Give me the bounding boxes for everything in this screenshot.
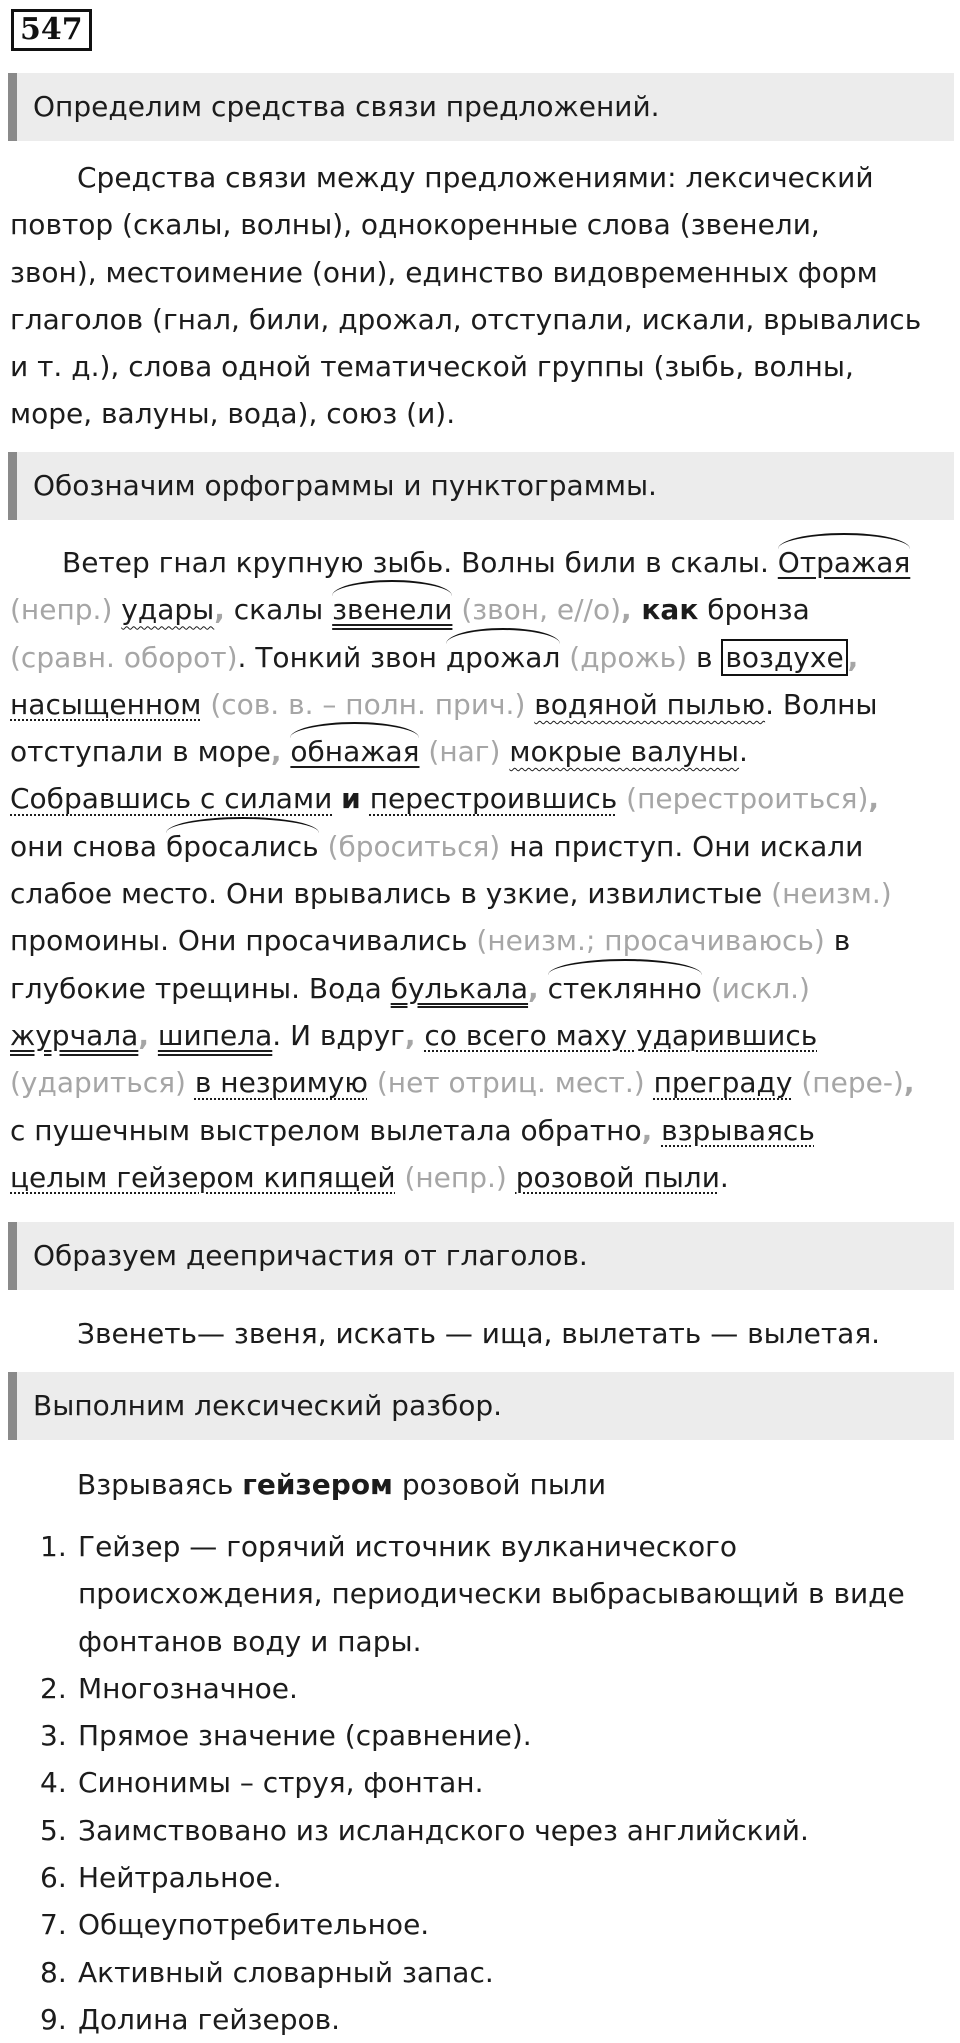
participle-word: Отражая <box>778 539 911 586</box>
participle-word: обнажая <box>290 728 419 775</box>
text-line <box>10 728 950 775</box>
text-line <box>10 1012 950 1059</box>
analysis-paragraph <box>10 539 950 1201</box>
grey-note: (броситься) <box>327 829 501 863</box>
conjunction-word: и <box>341 782 361 816</box>
predicate-word: звенели <box>332 586 452 633</box>
list-number: 1. <box>40 1530 67 1563</box>
list-number: 9. <box>40 2002 67 2036</box>
list-text-line: Синонимы – струя, фонтан. <box>78 1766 484 1800</box>
text-line: море, валуны, вода), союз (и). <box>10 397 456 431</box>
predicate-word: журчала <box>10 1018 139 1052</box>
text-line <box>10 823 950 870</box>
text-line <box>10 681 950 728</box>
text-line <box>10 586 950 633</box>
predicate-word: булькала <box>390 971 529 1005</box>
text-run: . <box>719 1160 729 1194</box>
text-run <box>500 735 509 768</box>
list-text-line: Долина гейзеров. <box>78 2002 341 2036</box>
grey-note: (искл.) <box>710 971 810 1005</box>
participle-phrase: преграду <box>653 1066 793 1100</box>
grey-note: (перестроиться) <box>626 782 869 816</box>
grey-note: (наг) <box>428 735 501 769</box>
participle-phrase: Собравшись с силами <box>10 782 333 816</box>
list-number: 6. <box>40 1861 67 1895</box>
text-line: повтор (скалы, волны), однокоренные слова (звенели, <box>10 208 820 242</box>
list-number: 7. <box>40 1908 67 1942</box>
list-number: 5. <box>40 1813 67 1847</box>
list-number: 4. <box>40 1766 67 1800</box>
text-run: промоины. Они <box>10 924 246 958</box>
text-run: слабое место. Они врывались в узкие, <box>10 877 588 911</box>
text-run <box>702 972 711 1005</box>
text-run: . <box>739 735 748 769</box>
list-text-line: Нейтральное. <box>78 1861 282 1895</box>
list-text-line: Заимствовано из исландского через английский. <box>78 1813 809 1847</box>
text-line <box>10 917 950 964</box>
text-run <box>617 782 626 815</box>
list-item <box>40 1665 960 1712</box>
text-line <box>10 634 950 681</box>
text-run: глубокие трещины. Вода <box>10 971 391 1005</box>
text-run <box>149 1019 158 1052</box>
list-number: 8. <box>40 1955 67 1989</box>
participle-phrase: взрываясь <box>661 1113 815 1147</box>
text-line: звон), местоимение (они), единство видовременных форм <box>10 255 878 289</box>
list-text-line: Активный словарный запас. <box>78 1955 494 1989</box>
grey-note: (удариться) <box>10 1066 186 1100</box>
text-line <box>10 870 950 917</box>
text-run: . Волны <box>765 687 878 721</box>
list-item <box>40 1901 960 1948</box>
text-run: розовой пыли <box>392 1468 607 1501</box>
text-run <box>332 782 341 815</box>
task-number: 547 <box>11 9 92 51</box>
root-word: бросались <box>166 823 319 870</box>
connection-paragraph <box>10 154 950 438</box>
lexical-phrase <box>10 1461 950 1508</box>
punctuation-mark: , <box>847 640 859 674</box>
list-text-line: происхождения, периодически выбрасывающий в виде <box>78 1577 905 1611</box>
grey-note: (пере-) <box>801 1066 904 1100</box>
text-run <box>368 1066 377 1099</box>
text-run <box>507 1161 516 1194</box>
text-line <box>10 1059 950 1106</box>
text-run <box>361 782 370 815</box>
punctuation-mark: , <box>903 1066 915 1100</box>
list-text-line: фонтанов воду и пары. <box>78 1624 422 1658</box>
punctuation-mark: , <box>868 782 880 816</box>
text-run: отступали в море <box>10 735 271 769</box>
grey-note: (непр.) <box>404 1160 507 1194</box>
list-text-line: Гейзер — горячий источник вулканического <box>78 1530 737 1563</box>
text-line: и т. д.), слова одной тематической группы (зыбь, волны, <box>10 350 854 384</box>
suffix-word: извилистые <box>587 877 763 911</box>
punctuation-mark: , <box>214 593 225 627</box>
text-run: на приступ. Они искали <box>500 829 864 863</box>
punctuation-mark: , <box>641 1113 653 1147</box>
punctuation-mark: , <box>404 1018 416 1052</box>
text-run <box>539 972 548 1005</box>
text-run <box>525 688 534 721</box>
gerunds-paragraph <box>10 1310 950 1357</box>
suffix-word: стеклянно <box>548 965 702 1012</box>
list-item <box>40 1712 960 1759</box>
key-word: гейзером <box>242 1468 393 1501</box>
text-run <box>452 593 461 626</box>
grey-note: (непр.) <box>10 593 113 627</box>
object-word: удары <box>121 593 215 627</box>
punctuation-mark: , <box>621 593 632 627</box>
text-run: скалы <box>224 593 333 627</box>
root-word: дрожал <box>446 634 561 681</box>
text-line <box>10 1461 950 1508</box>
conjunction-word: как <box>631 593 699 627</box>
grey-note: (дрожь) <box>569 640 688 674</box>
text-run: . Тонкий звон <box>237 640 446 674</box>
section-heading-lexical: Выполним лексический разбор. <box>8 1372 954 1440</box>
text-run: Ветер гнал крупную зыбь. Волны били в скалы. <box>62 546 778 579</box>
text-run <box>762 877 771 910</box>
list-number: 3. <box>40 1719 67 1753</box>
list-item <box>40 1523 960 1665</box>
grey-note: (неизм.) <box>771 877 892 911</box>
predicate-word: шипела <box>157 1018 273 1052</box>
participle-phrase: целым гейзером кипящей <box>10 1160 396 1194</box>
text-line <box>10 775 950 822</box>
text-run <box>652 1114 661 1147</box>
list-item <box>40 1807 960 1854</box>
object-word: водяной пылью <box>534 687 766 721</box>
list-item <box>40 1854 960 1901</box>
text-run: с пушечным выстрелом вылетала обратно <box>10 1113 642 1147</box>
text-run <box>645 1066 654 1099</box>
text-line <box>10 539 950 586</box>
list-text-line: Общеупотребительное. <box>78 1908 430 1942</box>
text-run <box>319 830 328 863</box>
grey-note: (сравн. оборот) <box>10 640 238 674</box>
text-run: Взрываясь <box>77 1468 243 1501</box>
punctuation-mark: , <box>528 971 539 1005</box>
grey-note: (неизм.; просачиваюсь) <box>476 924 825 958</box>
punctuation-mark: , <box>270 735 282 769</box>
text-line: глаголов (гнал, били, дрожал, отступали, искали, врывались <box>10 302 922 336</box>
text-line <box>10 1107 950 1154</box>
grey-note: (звон, е//о) <box>461 593 622 627</box>
section-heading-orthograms: Обозначим орфограммы и пунктограммы. <box>8 452 954 520</box>
lexical-list <box>40 1523 960 2043</box>
section-heading-gerunds: Образуем деепричастия от глаголов. <box>8 1222 954 1290</box>
list-item <box>40 1996 960 2043</box>
participle-phrase: со всего маху ударившись <box>424 1018 818 1052</box>
text-line: Звенеть— звеня, искать — ища, вылетать — вылетая. <box>77 1317 881 1350</box>
text-run: в <box>824 924 851 958</box>
boxed-word: воздухе <box>721 639 847 676</box>
attribute-word: насыщенном <box>10 687 202 721</box>
text-run: они снова <box>10 829 166 863</box>
text-run <box>281 735 290 768</box>
section-heading-connections: Определим средства связи предложений. <box>8 73 954 141</box>
text-run <box>186 1066 195 1099</box>
prefix-word: просачивались <box>245 924 468 958</box>
list-item <box>40 1949 960 1996</box>
participle-phrase: розовой пыли <box>515 1160 720 1194</box>
list-number: 2. <box>40 1671 67 1705</box>
grey-note: (сов. в. – полн. прич.) <box>210 687 526 721</box>
grey-note: (нет отриц. мест.) <box>376 1066 645 1100</box>
list-text-line: Многозначное. <box>78 1671 298 1705</box>
text-line <box>10 1154 950 1201</box>
text-run <box>201 688 210 721</box>
list-text-line: Прямое значение (сравнение). <box>78 1719 532 1753</box>
text-run <box>560 641 569 674</box>
text-run: бронза <box>698 593 810 627</box>
participle-phrase: в незримую <box>194 1066 368 1100</box>
text-line <box>10 965 950 1012</box>
text-run: . И вдруг <box>272 1018 405 1052</box>
list-item <box>40 1759 960 1806</box>
participle-phrase: перестроившись <box>369 782 618 816</box>
object-word: мокрые валуны <box>509 735 740 769</box>
text-run: в <box>687 640 722 674</box>
text-line: Средства связи между предложениями: лексический <box>77 161 874 194</box>
punctuation-mark: , <box>138 1018 149 1052</box>
